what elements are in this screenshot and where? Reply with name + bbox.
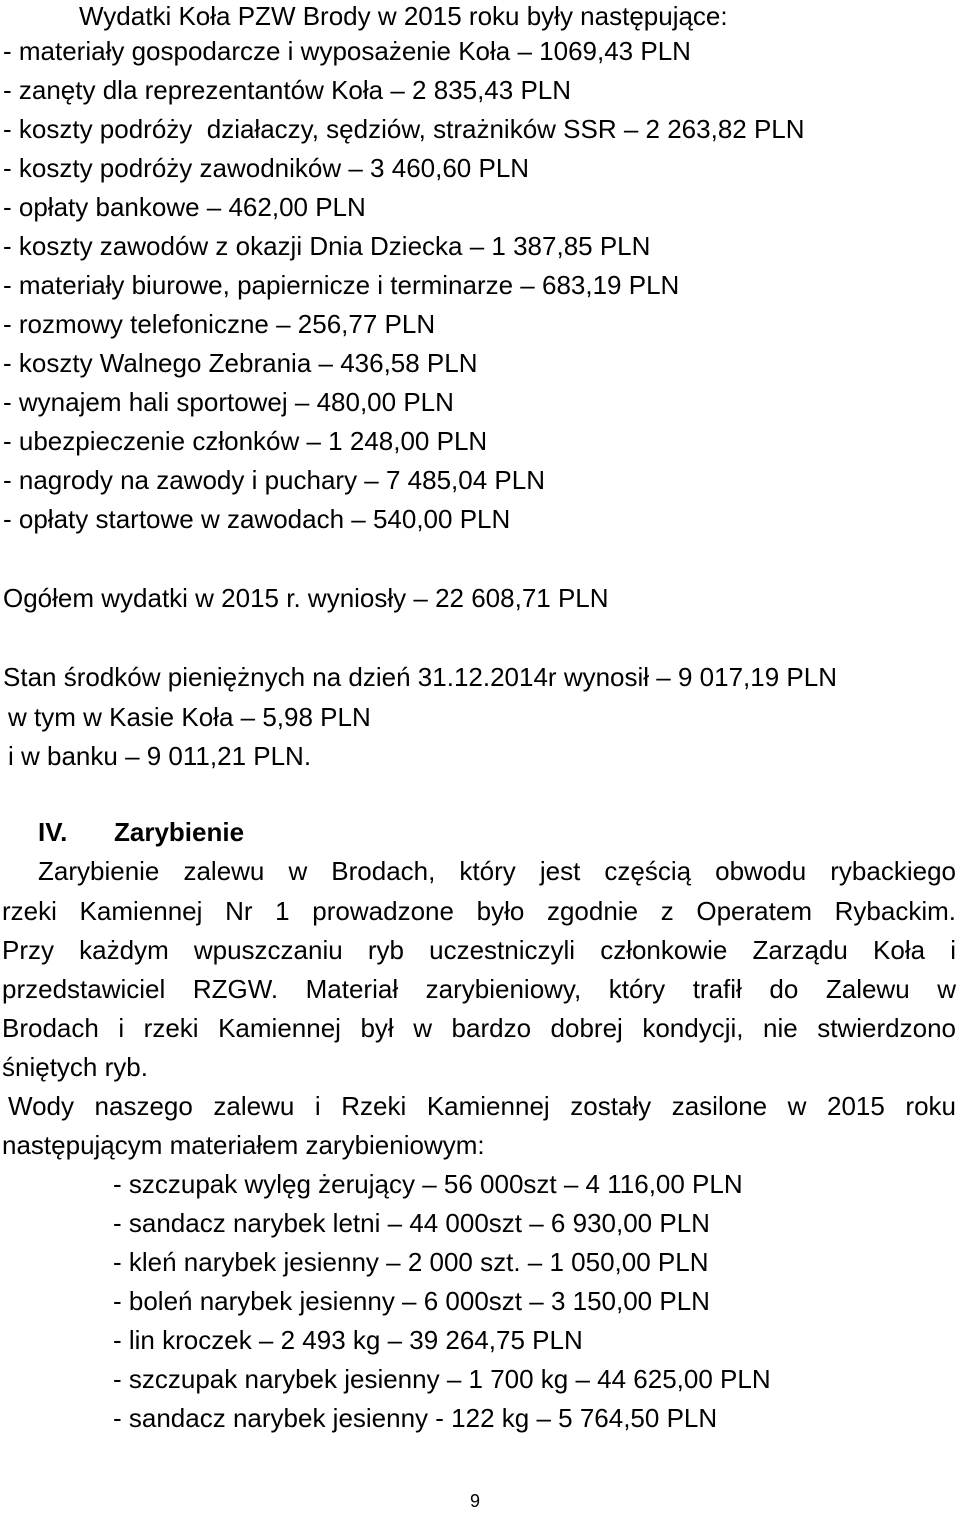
expense-item: - opłaty bankowe – 462,00 PLN [3,192,366,222]
expense-item: - koszty podróży zawodników – 3 460,60 PLN [3,153,530,183]
expenses-total: Ogółem wydatki w 2015 r. wyniosły – 22 608,71 PLN [3,583,609,613]
expense-item: - wynajem hali sportowej – 480,00 PLN [3,387,454,417]
expense-item: - ubezpieczenie członków – 1 248,00 PLN [3,426,488,456]
page-number: 9 [470,1491,481,1511]
funds-bank: i w banku – 9 011,21 PLN. [8,741,312,771]
expense-item: - koszty Walnego Zebrania – 436,58 PLN [3,348,478,378]
expense-item: - materiały gospodarcze i wyposażenie Koła – 1069,43 PLN [3,36,691,66]
expense-item: - opłaty startowe w zawodach – 540,00 PLN [3,504,511,534]
stocking-item: - szczupak narybek jesienny – 1 700 kg – 44 625,00 PLN [113,1364,771,1394]
paragraph-line: rzeki Kamiennej Nr 1 prowadzone było zgodnie z Operatem Rybackim. [2,896,956,926]
paragraph-line: Przy każdym wpuszczaniu ryb uczestniczyli członkowie Zarządu Koła i [2,935,956,965]
expense-item: - nagrody na zawody i puchary – 7 485,04 PLN [3,465,546,495]
paragraph-line: następującym materiałem zarybieniowym: [2,1130,485,1160]
section-number: IV. [38,817,68,847]
stocking-item: - sandacz narybek letni – 44 000szt – 6 930,00 PLN [113,1208,710,1238]
funds-cash: w tym w Kasie Koła – 5,98 PLN [8,702,371,732]
expense-item: - rozmowy telefoniczne – 256,77 PLN [3,309,436,339]
stocking-item: - szczupak wylęg żerujący – 56 000szt – 4 116,00 PLN [113,1169,743,1199]
expense-item: - koszty zawodów z okazji Dnia Dziecka – 1 387,85 PLN [3,231,651,261]
expense-item: - materiały biurowe, papiernicze i terminarze – 683,19 PLN [3,270,680,300]
paragraph-line: śniętych ryb. [2,1052,148,1082]
expense-item: - zanęty dla reprezentantów Koła – 2 835,43 PLN [3,75,572,105]
paragraph-line: Brodach i rzeki Kamiennej był w bardzo dobrej kondycji, nie stwierdzono [2,1013,956,1043]
paragraph-line: przedstawiciel RZGW. Materiał zarybieniowy, który trafił do Zalewu w [2,974,956,1004]
stocking-item: - kleń narybek jesienny – 2 000 szt. – 1 050,00 PLN [113,1247,709,1277]
expenses-intro: Wydatki Koła PZW Brody w 2015 roku były następujące: [79,1,728,31]
section-title: Zarybienie [114,817,245,847]
paragraph-line: Wody naszego zalewu i Rzeki Kamiennej zostały zasilone w 2015 roku [8,1091,956,1121]
expense-item: - koszty podróży działaczy, sędziów, strażników SSR – 2 263,82 PLN [3,114,805,144]
funds-balance: Stan środków pieniężnych na dzień 31.12.2014r wynosił – 9 017,19 PLN [3,662,837,692]
paragraph-line: Zarybienie zalewu w Brodach, który jest częścią obwodu rybackiego [38,856,956,886]
stocking-item: - sandacz narybek jesienny - 122 kg – 5 764,50 PLN [113,1403,718,1433]
stocking-item: - boleń narybek jesienny – 6 000szt – 3 150,00 PLN [113,1286,710,1316]
stocking-item: - lin kroczek – 2 493 kg – 39 264,75 PLN [113,1325,583,1355]
